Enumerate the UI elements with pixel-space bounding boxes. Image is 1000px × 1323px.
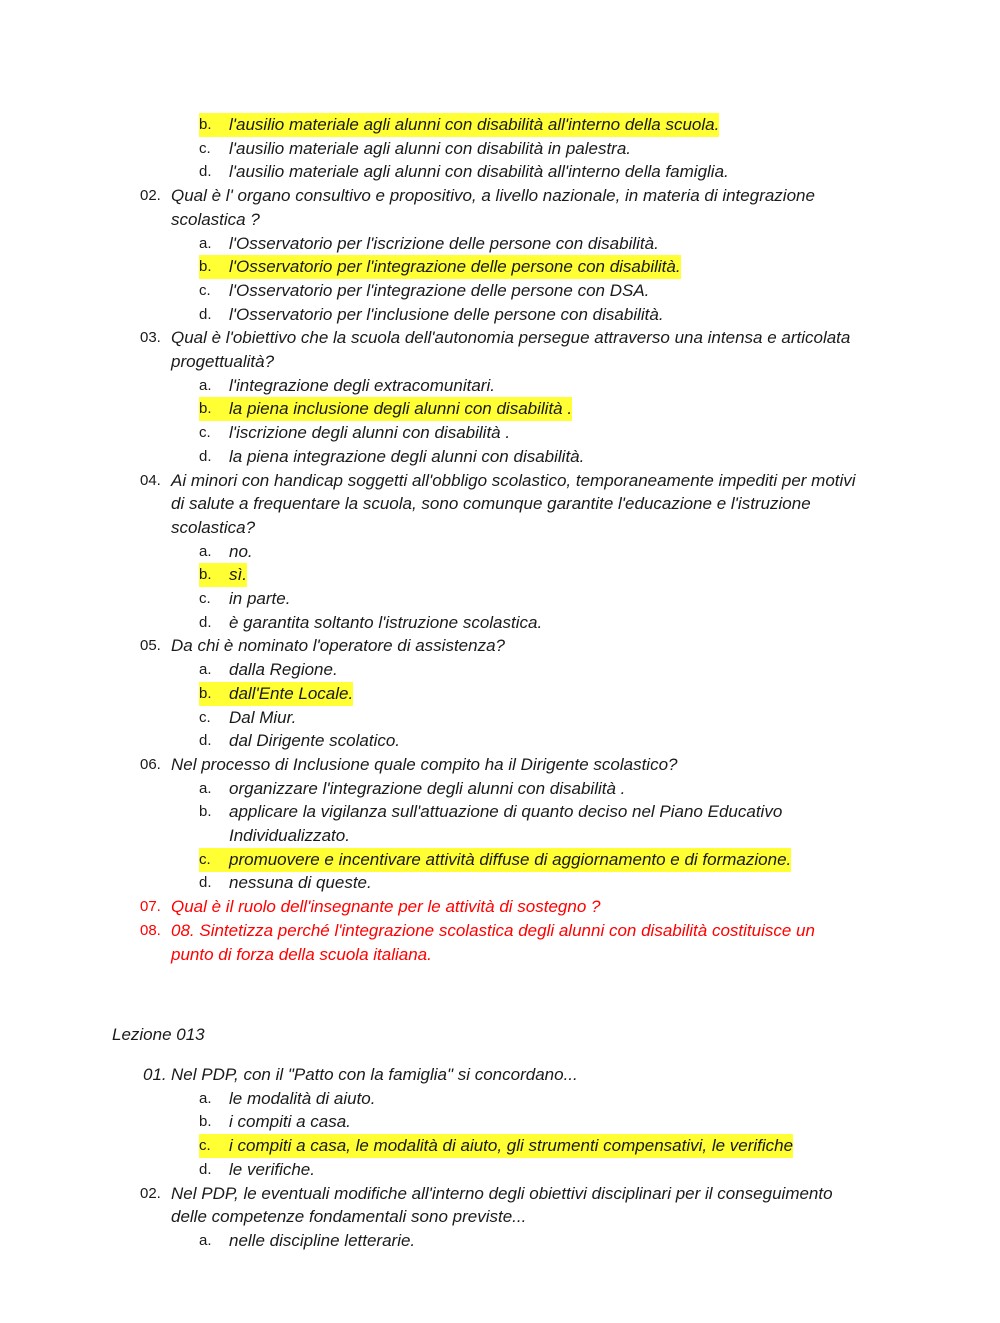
line-text: Da chi è nominato l'operatore di assistenza? xyxy=(171,636,505,656)
line-text: le modalità di aiuto. xyxy=(229,1088,376,1108)
list-number: 03. xyxy=(140,329,161,347)
list-number: b. xyxy=(199,566,212,584)
list-number: c. xyxy=(199,850,211,868)
line-text: Individualizzato. xyxy=(229,826,350,845)
list-number: d. xyxy=(199,874,212,892)
line-text: Qual è l' organo consultivo e propositivo, a livello nazionale, in materia di integrazione xyxy=(171,186,815,206)
list-number: 02. xyxy=(140,1184,161,1202)
list-number: a. xyxy=(199,542,212,560)
list-number: c. xyxy=(199,590,211,607)
line-text: Qual è il ruolo dell'insegnante per le attività di sostegno ? xyxy=(171,897,601,917)
line-text: sì. xyxy=(199,563,247,587)
list-number: d. xyxy=(199,447,212,465)
line-text: nessuna di queste. xyxy=(229,873,372,893)
line-text: le verifiche. xyxy=(229,1159,315,1179)
list-number: 06. xyxy=(140,755,161,773)
line-text: Qual è l'obiettivo che la scuola dell'autonomia persegue attraverso una intensa e articolata xyxy=(171,328,851,348)
list-number: a. xyxy=(199,661,212,679)
list-number: a. xyxy=(199,779,212,797)
line-text: Ai minori con handicap soggetti all'obbligo scolastico, temporaneamente impediti per motivi xyxy=(171,470,856,490)
line-text: progettualità? xyxy=(171,352,275,371)
list-number: 08. xyxy=(140,921,161,939)
list-number: b. xyxy=(199,258,212,276)
line-text: la piena inclusione degli alunni con disabilità . xyxy=(199,397,572,421)
line-text: Nel PDP, le eventuali modifiche all'interno degli obiettivi disciplinari per il conseguimento xyxy=(171,1183,833,1203)
line-text: no. xyxy=(229,541,253,561)
line-text: l'Osservatorio per l'integrazione delle persone con DSA. xyxy=(229,280,650,300)
list-number: b. xyxy=(199,803,212,821)
line-text: l'ausilio materiale agli alunni con disabilità in palestra. xyxy=(229,138,632,158)
line-text: l'Osservatorio per l'inclusione delle persone con disabilità. xyxy=(229,304,664,324)
lesson-heading: Lezione 013 xyxy=(112,1025,205,1044)
line-text: scolastica ? xyxy=(171,209,260,229)
line-text: 08. Sintetizza perché l'integrazione scolastica degli alunni con disabilità costituisce un xyxy=(171,920,815,940)
list-number: 07. xyxy=(140,898,161,916)
list-number: 05. xyxy=(140,637,161,655)
list-number: b. xyxy=(199,1113,212,1131)
list-number: c. xyxy=(199,139,211,157)
line-text: dalla Regione. xyxy=(229,660,338,680)
list-number: c. xyxy=(199,1137,211,1155)
line-text: è garantita soltanto l'istruzione scolastica. xyxy=(229,612,543,632)
list-number: a. xyxy=(199,234,212,252)
line-text: promuovere e incentivare attività diffuse di aggiornamento e di formazione. xyxy=(199,848,791,872)
line-text: Dal Miur. xyxy=(229,707,297,727)
line-text: i compiti a casa. xyxy=(229,1112,351,1132)
line-text: i compiti a casa, le modalità di aiuto, gli strumenti compensativi, le verifiche xyxy=(199,1134,793,1158)
list-number: d. xyxy=(199,1160,212,1178)
line-text: l'ausilio materiale agli alunni con disabilità all'interno della scuola. xyxy=(199,113,719,137)
list-number: d. xyxy=(199,305,212,323)
list-number: c. xyxy=(199,708,211,726)
line-text: l'Osservatorio per l'iscrizione delle persone con disabilità. xyxy=(229,233,659,253)
line-text: l'Osservatorio per l'integrazione delle persone con disabilità. xyxy=(199,255,681,279)
list-number: b. xyxy=(199,116,212,133)
list-number: 01. xyxy=(143,1065,167,1084)
line-text: scolastica? xyxy=(171,517,256,537)
line-text: organizzare l'integrazione degli alunni con disabilità . xyxy=(229,778,626,798)
list-number: d. xyxy=(199,163,212,181)
line-text: la piena integrazione degli alunni con disabilità. xyxy=(229,446,585,466)
list-number: b. xyxy=(199,400,212,418)
line-text: punto di forza della scuola italiana. xyxy=(171,944,432,964)
line-text: Nel processo di Inclusione quale compito ha il Dirigente scolastico? xyxy=(171,754,678,774)
line-text: Nel PDP, con il "Patto con la famiglia" si concordano... xyxy=(171,1065,578,1084)
list-number: 04. xyxy=(140,471,161,489)
line-text: dal Dirigente scolatico. xyxy=(229,731,401,751)
list-number: a. xyxy=(199,1231,212,1249)
line-text: di salute a frequentare la scuola, sono comunque garantite l'educazione e l'istruzione xyxy=(171,494,811,514)
line-text: dall'Ente Locale. xyxy=(199,682,353,706)
line-text: in parte. xyxy=(229,589,291,608)
line-text: l'iscrizione degli alunni con disabilità . xyxy=(229,423,511,443)
line-text: nelle discipline letterarie. xyxy=(229,1230,416,1250)
list-number: c. xyxy=(199,424,211,442)
list-number: a. xyxy=(199,376,212,394)
list-number: d. xyxy=(199,613,212,631)
list-number: d. xyxy=(199,732,212,750)
line-text: delle competenze fondamentali sono previste... xyxy=(171,1207,527,1227)
line-text: l'integrazione degli extracomunitari. xyxy=(229,375,495,395)
line-text: l'ausilio materiale agli alunni con disabilità all'interno della famiglia. xyxy=(229,162,729,182)
list-number: c. xyxy=(199,281,211,299)
list-number: a. xyxy=(199,1089,212,1107)
list-number: 02. xyxy=(140,187,161,205)
list-number: b. xyxy=(199,684,212,702)
line-text: applicare la vigilanza sull'attuazione di quanto deciso nel Piano Educativo xyxy=(229,802,783,822)
